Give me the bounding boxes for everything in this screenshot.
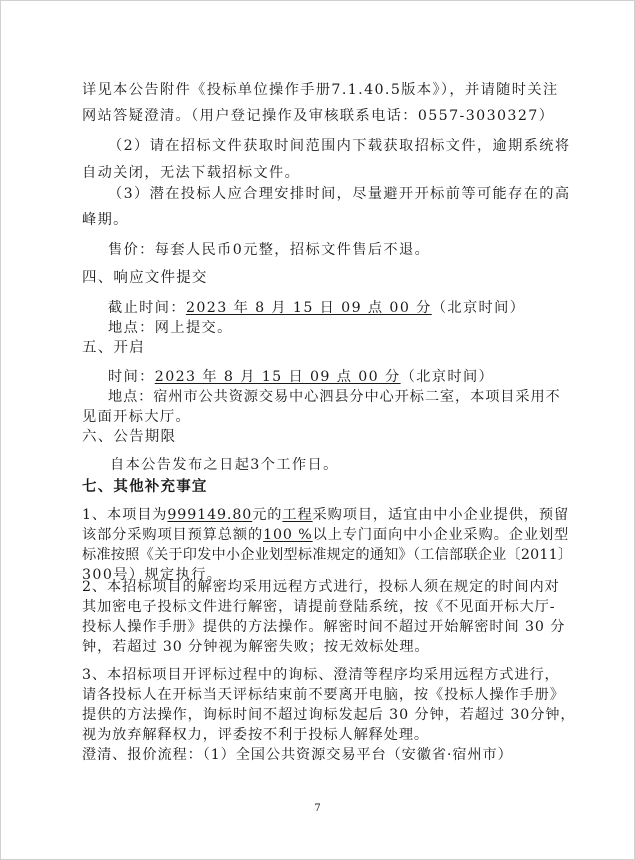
text-line: （2）请在招标文件获取时间范围内下载获取招标文件，逾期系统将: [108, 138, 571, 154]
text-line: [82, 525, 569, 545]
budget-percent: 100 %: [263, 527, 313, 543]
text-line: 请各投标人在开标当天评标结束前不要离开电脑，按《投标人操作手册》: [82, 687, 565, 703]
text-line: 地点：宿州市公共资源交易中心泗县分中心开标二室，本项目采用不: [108, 389, 561, 405]
text-line: 自本公告发布之日起3个工作日。: [110, 457, 339, 473]
text-line: 钟，若超过 30 分钟视为解密失败；按无效标处理。: [82, 639, 430, 655]
text-line: 自动关闭，无法下载招标文件。: [82, 165, 301, 181]
text-line: 标准按照《关于印发中小企业划型标准规定的通知》（工信部联企业〔2011〕: [82, 547, 573, 563]
section-heading-4: 四、响应文件提交: [82, 270, 208, 286]
text-line: 300号）规定执行。: [82, 567, 223, 583]
text-line: 3、本招标项目开评标过程中的询标、澄清等程序均采用远程方式进行，: [82, 667, 560, 683]
text-line: 2、本招标项目的解密均采用远程方式进行，投标人须在规定的时间内对: [82, 579, 560, 595]
project-amount: 999149.80: [167, 507, 253, 523]
text-line: 网站答疑澄清。（用户登记操作及审核联系电话：0557-3030327）: [82, 108, 555, 124]
deadline-value: 2023 年 8 月 15 日 09 点 00 分: [185, 300, 432, 316]
s1-text: 元的: [252, 507, 283, 523]
text-line: （3）潜在投标人应合理安排时间，尽量避开开标前等可能存在的高: [108, 186, 571, 202]
text-line: [82, 505, 569, 525]
open-suffix: （北京时间）: [400, 369, 495, 385]
text-line: 视为放弃解释权力，评委按不利于投标人解释处理。: [82, 727, 430, 743]
page-number: 7: [314, 803, 321, 814]
deadline-label: 截止时间：: [108, 300, 186, 316]
section-heading-7: 七、其他补充事宜: [82, 478, 208, 495]
s1-text: 该部分采购项目预算总额的: [82, 527, 264, 543]
deadline-line: [108, 298, 525, 318]
s1-text: 以上专门面向中小企业采购。企业划型: [312, 527, 570, 543]
s1-text: 1、本项目为: [82, 507, 168, 523]
text-line: 投标人操作手册》提供的方法操作。解密时间不超过开始解密时间 30 分: [82, 619, 566, 635]
open-label: 时间：: [108, 369, 155, 385]
text-line: 地点：网上提交。: [108, 320, 233, 336]
text-line: 澄清、报价流程：（1）全国公共资源交易平台（安徽省·宿州市）: [82, 747, 513, 763]
s1-text: 采购项目，适宜由中小企业提供，预留: [312, 507, 570, 523]
text-line: 售价：每套人民币0元整，招标文件售后不退。: [108, 242, 431, 258]
section-heading-6: 六、公告期限: [82, 429, 177, 445]
text-line: 详见本公告附件《投标单位操作手册7.1.40.5版本》），并请随时关注: [82, 82, 559, 98]
text-line: 其加密电子投标文件进行解密，请提前登陆系统，按《不见面开标大厅-: [82, 599, 556, 615]
section-heading-5: 五、开启: [82, 340, 145, 356]
text-line: 见面开标大厅。: [82, 409, 192, 425]
project-type: 工程: [282, 507, 313, 523]
open-time-line: [108, 367, 494, 387]
deadline-suffix: （北京时间）: [431, 300, 526, 316]
open-value: 2023 年 8 月 15 日 09 点 00 分: [154, 369, 401, 385]
text-line: 提供的方法操作，询标时间不超过询标发起后 30 分钟，若超过 30分钟，: [82, 707, 576, 723]
text-line: 峰期。: [82, 212, 129, 228]
